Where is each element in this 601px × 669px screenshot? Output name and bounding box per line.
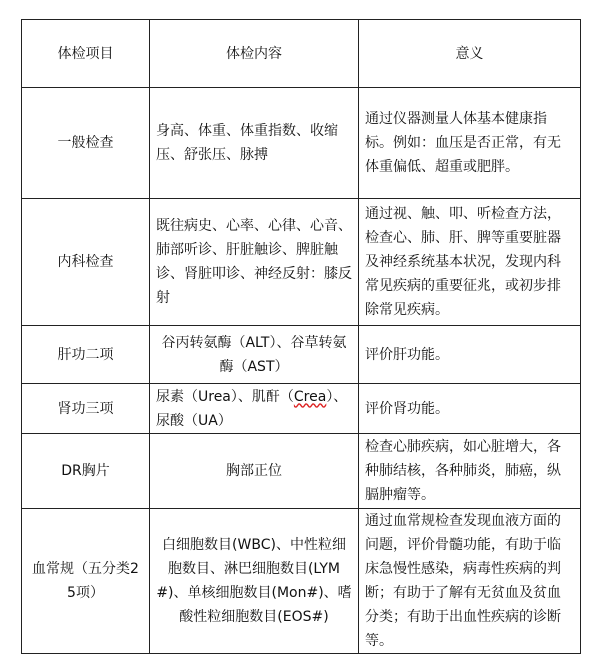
table-row bbox=[22, 384, 581, 434]
table-row bbox=[22, 509, 581, 654]
table-row bbox=[22, 199, 581, 326]
content-part: 尿素（Urea）、肌酐（ bbox=[156, 388, 294, 405]
item-name: DR胸片 bbox=[22, 434, 150, 509]
table-row bbox=[22, 326, 581, 384]
table-row bbox=[22, 88, 581, 199]
item-content: 既往病史、心率、心律、心音、肺部听诊、肝脏触诊、脾脏触诊、肾脏叩诊、神经反射：膝反射 bbox=[150, 199, 359, 326]
item-content: 谷丙转氨酶（ALT）、谷草转氨酶（AST） bbox=[150, 326, 359, 384]
health-exam-table bbox=[21, 19, 581, 654]
header-row bbox=[22, 20, 581, 88]
item-name: 血常规（五分类25项） bbox=[22, 509, 150, 654]
item-meaning: 评价肝功能。 bbox=[359, 326, 581, 384]
item-name: 一般检查 bbox=[22, 88, 150, 199]
item-meaning: 通过仪器测量人体基本健康指标。例如：血压是否正常，有无体重偏低、超重或肥胖。 bbox=[359, 88, 581, 199]
table-row bbox=[22, 434, 581, 509]
item-meaning: 评价肾功能。 bbox=[359, 384, 581, 434]
item-name: 内科检查 bbox=[22, 199, 150, 326]
item-meaning: 检查心肺疾病，如心脏增大，各种肺结核，各种肺炎，肺癌，纵膈肿瘤等。 bbox=[359, 434, 581, 509]
item-meaning: 通过血常规检查发现血液方面的问题，评价骨髓功能，有助于临床急慢性感染，病毒性疾病的判断；有助于了解有无贫血及贫血分类；有助于出血性疾病的诊断等。 bbox=[359, 509, 581, 654]
header-item: 体检项目 bbox=[22, 20, 150, 88]
item-name: 肾功三项 bbox=[22, 384, 150, 434]
item-meaning: 通过视、触、叩、听检查方法，检查心、肺、肝、脾等重要脏器及神经系统基本状况，发现内科常见疾病的重要征兆，或初步排除常见疾病。 bbox=[359, 199, 581, 326]
item-content: 胸部正位 bbox=[150, 434, 359, 509]
item-content: 白细胞数目(WBC)、中性粒细胞数目、淋巴细胞数目(LYM#)、单核细胞数目(Mon#)、嗜酸性粒细胞数目(EOS#) bbox=[150, 509, 359, 654]
item-content: 身高、体重、体重指数、收缩压、舒张压、脉搏 bbox=[150, 88, 359, 199]
spellcheck-underlined-word: Crea bbox=[293, 388, 327, 405]
header-content: 体检内容 bbox=[150, 20, 359, 88]
item-content bbox=[150, 384, 359, 434]
item-name: 肝功二项 bbox=[22, 326, 150, 384]
content-part: ）、尿酸（UA） bbox=[156, 388, 348, 429]
header-meaning: 意义 bbox=[359, 20, 581, 88]
